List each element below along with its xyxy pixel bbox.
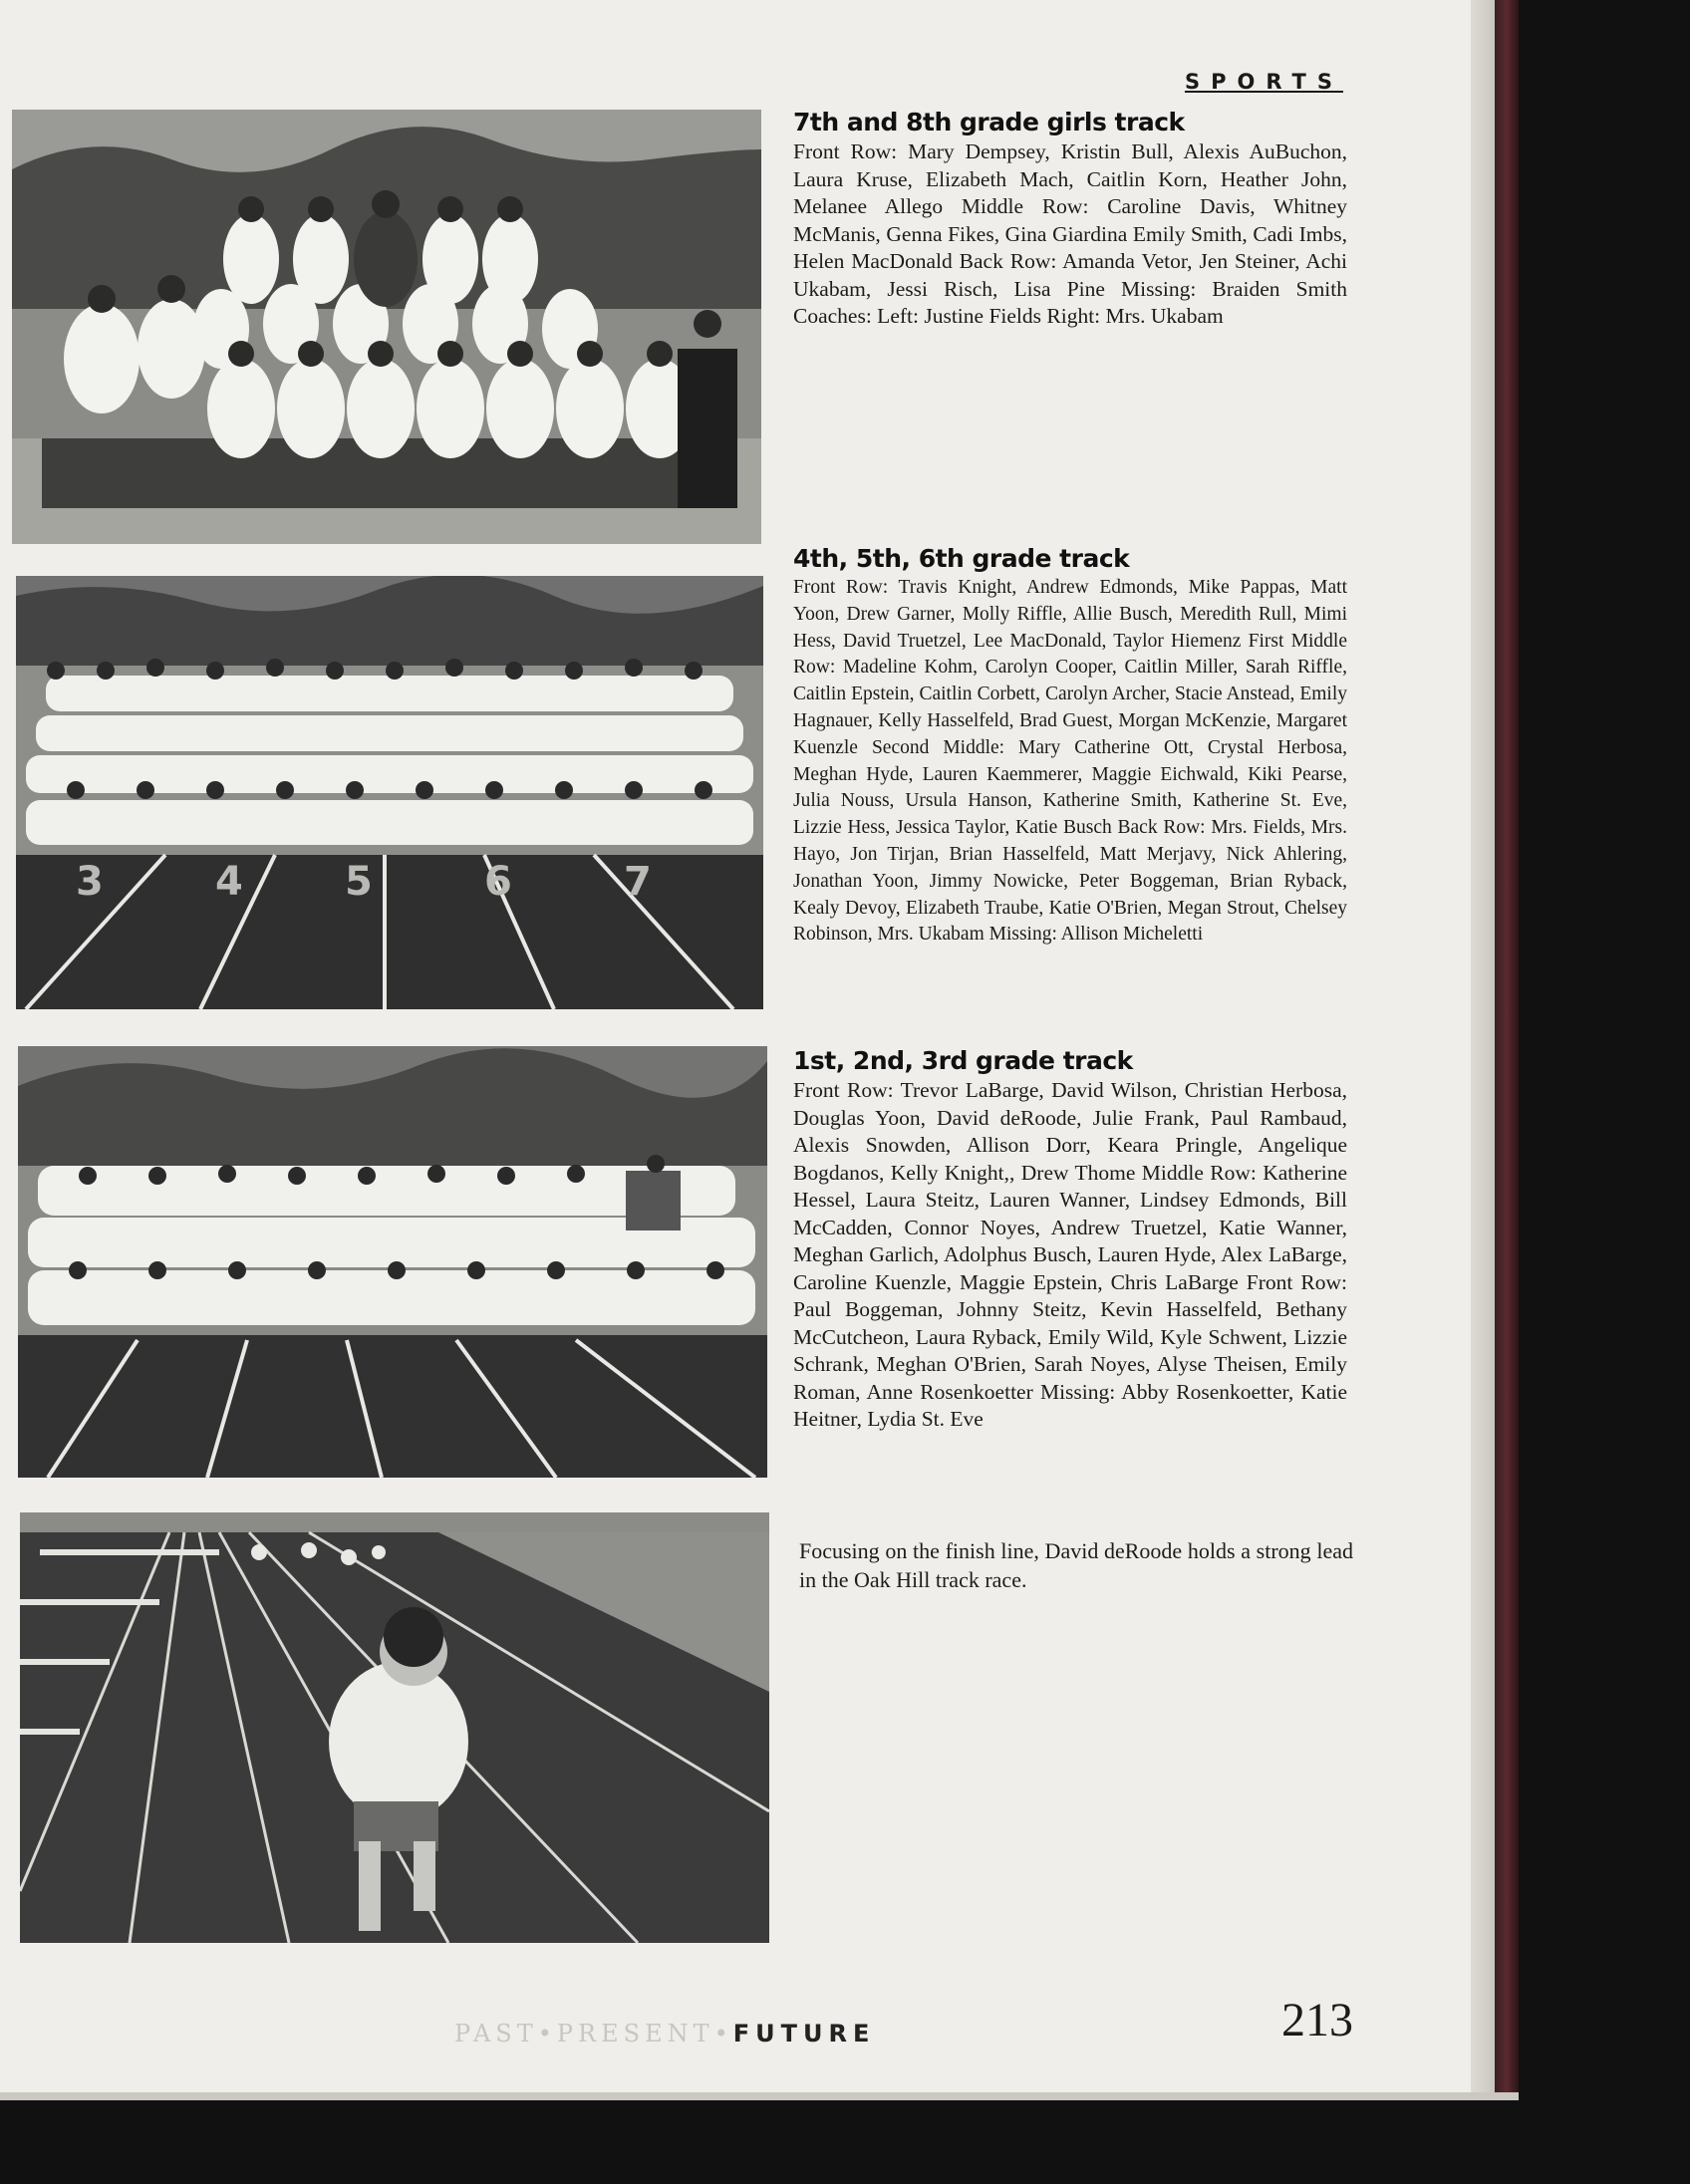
lane-number-5: 5: [345, 859, 373, 905]
caption-girls-track: [793, 108, 1347, 331]
motto-separator: •: [713, 2020, 733, 2048]
book-cover-edge: [1495, 0, 1519, 2092]
caption-intermediate-track: [793, 544, 1347, 949]
page-number: 213: [1281, 1994, 1353, 2047]
page-bottom-edge: [0, 2092, 1519, 2100]
caption-title: 1st, 2nd, 3rd grade track: [793, 1046, 1133, 1075]
lane-number-3: 3: [76, 859, 104, 905]
motto-future: FUTURE: [732, 2020, 876, 2048]
footer-motto: [454, 2020, 875, 2048]
caption-title: 7th and 8th grade girls track: [793, 108, 1185, 136]
motto-present: PRESENT: [556, 2020, 714, 2048]
lane-number-7: 7: [624, 859, 652, 905]
caption-roster: Front Row: Mary Dempsey, Kristin Bull, Alexis AuBuchon, Laura Kruse, Elizabeth Mach, Caitlin Korn, Heather John, Melanee Allego Middle Row: Caroline Davis, Whitney McManis, Genna Fikes, Gina Giardina Emily Smith, Cadi Imbs, Helen MacDonald Back Row: Amanda Vetor, Jen Steiner, Achi Ukabam, Jessi Risch, Lisa Pine Missing: Braiden Smith Coaches: Left: Justine Fields Right: Mrs. Ukabam: [793, 139, 1347, 328]
caption-roster: Front Row: Travis Knight, Andrew Edmonds, Mike Pappas, Matt Yoon, Drew Garner, Molly Riffle, Allie Busch, Meredith Rull, Mimi Hess, David Truetzel, Lee MacDonald, Taylor Hiemenz First Middle Row: Madeline Kohm, Carolyn Cooper, Caitlin Miller, Sarah Riffle, Caitlin Epstein, Caitlin Corbett, Carolyn Archer, Stacie Anstead, Emily Hagnauer, Kelly Hasselfeld, Brad Guest, Morgan McKenzie, Margaret Kuenzle Second Middle: Mary Catherine Ott, Crystal Herbosa, Meghan Hyde, Lauren Kaemmerer, Maggie Eichwald, Kiki Pearse, Julia Nouss, Ursula Hanson, Katherine Smith, Katherine St. Eve, Lizzie Hess, Jessica Taylor, Katie Busch Back Row: Mrs. Fields, Mrs. Hayo, Jon Tirjan, Brian Hasselfeld, Matt Merjavy, Nick Ahlering, Jonathan Yoon, Jimmy Nowicke, Peter Boggeman, Brian Ryback, Kealy Devoy, Elizabeth Traube, Katie O'Brien, Megan Strout, Chelsey Robinson, Mrs. Ukabam Missing: Allison Micheletti: [793, 577, 1347, 946]
lane-number-4: 4: [215, 859, 243, 905]
photo-primary-track-team: [18, 1046, 767, 1478]
photo-runner-finish-line: [20, 1512, 769, 1943]
motto-separator: •: [537, 2020, 557, 2048]
section-label: SPORTS: [1184, 70, 1343, 94]
caption-primary-track: [793, 1046, 1347, 1434]
runner-photo-caption: Focusing on the finish line, David deRoode holds a strong lead in the Oak Hill track race.: [799, 1538, 1353, 1592]
caption-title: 4th, 5th, 6th grade track: [793, 544, 1130, 573]
lane-number-6: 6: [484, 859, 512, 905]
motto-past: PAST: [454, 2020, 538, 2048]
photo-intermediate-track-team: [16, 576, 763, 1009]
caption-roster: Front Row: Trevor LaBarge, David Wilson, Christian Herbosa, Douglas Yoon, David deRoode, Julie Frank, Paul Rambaud, Alexis Snowden, Allison Dorr, Keara Pringle, Angelique Bogdanos, Kelly Knight,, Drew Thome Middle Row: Katherine Hessel, Laura Steitz, Lauren Wanner, Lindsey Edmonds, Bill McCadden, Connor Noyes, Andrew Truetzel, Katie Wanner, Meghan Garlich, Adolphus Busch, Lauren Hyde, Alex LaBarge, Caroline Kuenzle, Maggie Epstein, Chris LaBarge Front Row: Paul Boggeman, Johnny Steitz, Kevin Hasselfeld, Bethany McCutcheon, Laura Ryback, Emily Wild, Kyle Schwent, Lizzie Schrank, Meghan O'Brien, Sarah Noyes, Alyse Theisen, Emily Roman, Anne Rosenkoetter Missing: Abby Rosenkoetter, Katie Heitner, Lydia St. Eve: [793, 1078, 1347, 1431]
photo-girls-track-team: [12, 110, 761, 544]
